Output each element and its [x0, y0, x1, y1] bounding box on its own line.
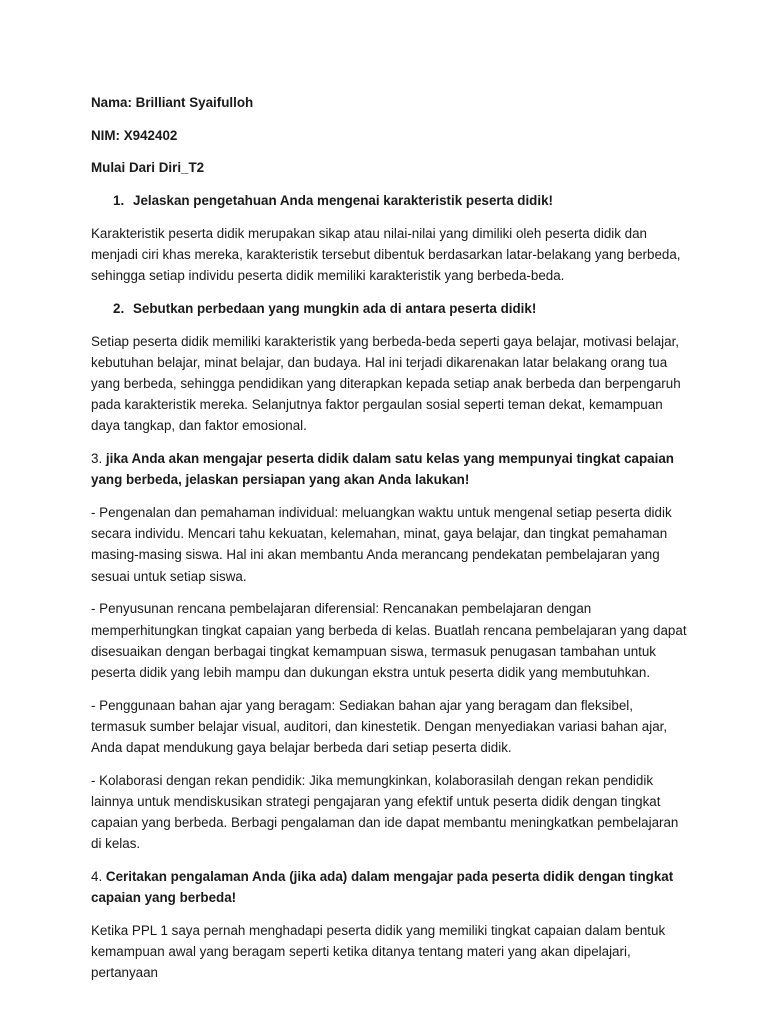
answer-3-point-2: - Penyusunan rencana pembelajaran diferensial: Rencanakan pembelajaran dengan memperhitungkan tingkat capaian yang berbeda di kelas. Buatlah rencana pembelajaran yang dapat disesuaikan dengan berbagai tingkat kemampuan siswa, termasuk penugasan tambahan untuk peserta didik yang lebih mampu dan dukungan ekstra untuk peserta didik yang membutuhkan.: [91, 601, 687, 680]
answer-3-point-4: - Kolaborasi dengan rekan pendidik: Jika memungkinkan, kolaborasilah dengan rekan pendidik lainnya untuk mendiskusikan strategi pengajaran yang efektif untuk peserta didik dengan tingkat capaian yang berbeda. Berbagi pengalaman dan ide dapat membantu meningkatkan pembelajaran di kelas.: [91, 772, 679, 852]
question-3-number: 3.: [91, 451, 103, 467]
question-4-text: Ceritakan pengalaman Anda (jika ada) dalam mengajar pada peserta didik dengan tingkat capaian yang berbeda!: [91, 869, 674, 906]
question-4: [91, 866, 690, 908]
question-1: [91, 190, 690, 211]
question-3: [91, 448, 690, 490]
answer-3-point-1: - Pengenalan dan pemahaman individual: meluangkan waktu untuk mengenal setiap peserta didik secara individu. Mencari tahu kekuatan, kelemahan, minat, gaya belajar, dan tingkat pemahaman masing-masing siswa. Hal ini akan membantu Anda merancang pendekatan pembelajaran yang sesuai untuk setiap siswa.: [91, 505, 672, 584]
answer-3-point-3: - Penggunaan bahan ajar yang beragam: Sediakan bahan ajar yang beragam dan fleksibel, termasuk sumber belajar visual, auditori, dan kinestetik. Dengan menyediakan variasi bahan ajar, Anda dapat mendukung gaya belajar berbeda dari setiap peserta didik.: [91, 697, 668, 756]
student-name: Nama: Brilliant Syaifulloh: [91, 95, 254, 110]
question-1-text: Jelaskan pengetahuan Anda mengenai karakteristik peserta didik!: [133, 193, 553, 209]
question-4-number: 4.: [91, 869, 103, 885]
answer-2: Setiap peserta didik memiliki karakteristik yang berbeda-beda seperti gaya belajar, motivasi belajar, kebutuhan belajar, minat belajar, dan budaya. Hal ini terjadi dikarenakan latar belakang orang tua yang berbeda, sehingga pendidikan yang diterapkan kepada setiap anak berbeda dan berpengaruh pada karakteristik mereka. Selanjutnya faktor pergaulan sosial seperti teman dekat, kemampuan daya tangkap, dan faktor emosional.: [91, 333, 681, 434]
answer-4: Ketika PPL 1 saya pernah menghadapi peserta didik yang memiliki tingkat capaian dalam bentuk kemampuan awal yang beragam seperti ketika ditanya tentang materi yang akan dipelajari, pertanyaan: [91, 923, 666, 981]
assignment-title: Mulai Dari Diri_T2: [91, 160, 205, 176]
question-1-number: 1.: [113, 193, 125, 209]
answer-1: Karakteristik peserta didik merupakan sikap atau nilai-nilai yang dimiliki oleh peserta didik dan menjadi ciri khas mereka, karakteristik tersebut dibentuk berdasarkan latar-belakang yang berbeda, sehingga setiap individu peserta didik memiliki karakteristik yang berbeda-beda.: [91, 225, 681, 284]
question-2-number: 2.: [113, 300, 125, 316]
question-2-text: Sebutkan perbedaan yang mungkin ada di antara peserta didik!: [133, 300, 537, 316]
question-2: [91, 298, 690, 319]
question-3-text: jika Anda akan mengajar peserta didik dalam satu kelas yang mempunyai tingkat capaian yang berbeda, jelaskan persiapan yang akan Anda lakukan!: [91, 451, 674, 488]
student-nim: NIM: X942402: [91, 127, 178, 143]
